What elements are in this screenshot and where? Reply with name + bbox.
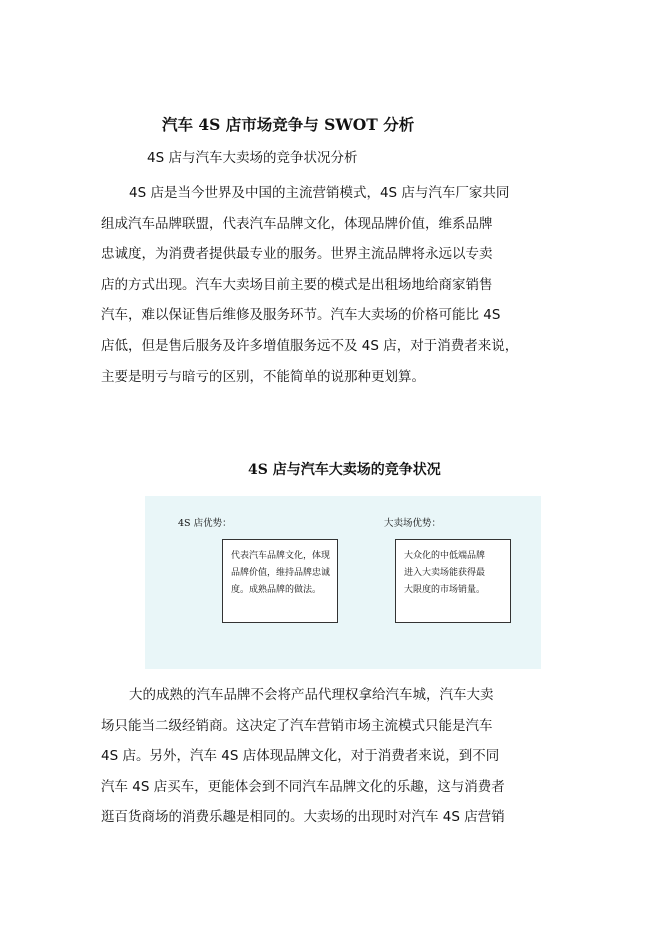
paragraph-2 — [101, 680, 571, 833]
paragraph-line: 逛百货商场的消费乐趣是相同的。大卖场的出现时对汽车 4S 店营销 — [101, 809, 505, 826]
figure-box-line: 代表汽车品牌文化，体现 — [231, 551, 331, 561]
paragraph-line: 店的方式出现。汽车大卖场目前主要的模式是出租场地给商家销售 — [101, 276, 493, 293]
paragraph-line: 大的成熟的汽车品牌不会将产品代理权拿给汽车城，汽车大卖 — [129, 687, 494, 703]
paragraph-line: 汽车，难以保证售后维修及服务环节。汽车大卖场的价格可能比 4S — [101, 307, 501, 324]
figure-box-line: 进入大卖场能获得最 — [404, 568, 486, 578]
figure-box-4s-advantage — [222, 539, 338, 623]
figure-box-line: 大限度的市场销量。 — [404, 585, 486, 595]
document-title: 汽车 4S 店市场竞争与 SWOT 分析 — [162, 115, 415, 134]
paragraph-line: 汽车 4S 店买车，更能体会到不同汽车品牌文化的乐趣，这与消费者 — [101, 778, 505, 795]
paragraph-line: 组成汽车品牌联盟，代表汽车品牌文化，体现品牌价值，维系品牌 — [101, 215, 493, 232]
paragraph-1 — [101, 178, 571, 392]
paragraph-line: 店低，但是售后服务及许多增值服务远不及 4S 店，对于消费者来说， — [101, 337, 519, 354]
section-title: 4S 店与汽车大卖场的竞争状况 — [248, 462, 441, 478]
paragraph-line: 忠诚度，为消费者提供最专业的服务。世界主流品牌将永远以专卖 — [101, 246, 493, 263]
figure-box-line: 大众化的中低端品牌 — [404, 551, 486, 561]
figure-label-mall: 大卖场优势： — [384, 518, 442, 529]
figure-box-line: 品牌价值，维持品牌忠诚 — [231, 568, 331, 578]
document-subtitle: 4S 店与汽车大卖场的竞争状况分析 — [147, 150, 358, 166]
paragraph-line: 4S 店是当今世界及中国的主流营销模式，4S 店与汽车厂家共同 — [129, 185, 510, 201]
paragraph-line: 主要是明亏与暗亏的区别，不能简单的说那种更划算。 — [101, 368, 425, 385]
figure-box-line: 度。成熟品牌的做法。 — [231, 585, 322, 595]
figure-box-mall-advantage — [395, 539, 511, 623]
paragraph-line: 4S 店。另外，汽车 4S 店体现品牌文化，对于消费者来说，到不同 — [101, 748, 500, 765]
comparison-figure — [145, 496, 541, 669]
figure-label-4s: 4S 店优势： — [178, 518, 232, 529]
paragraph-line: 场只能当二级经销商。这决定了汽车营销市场主流模式只能是汽车 — [101, 717, 493, 734]
